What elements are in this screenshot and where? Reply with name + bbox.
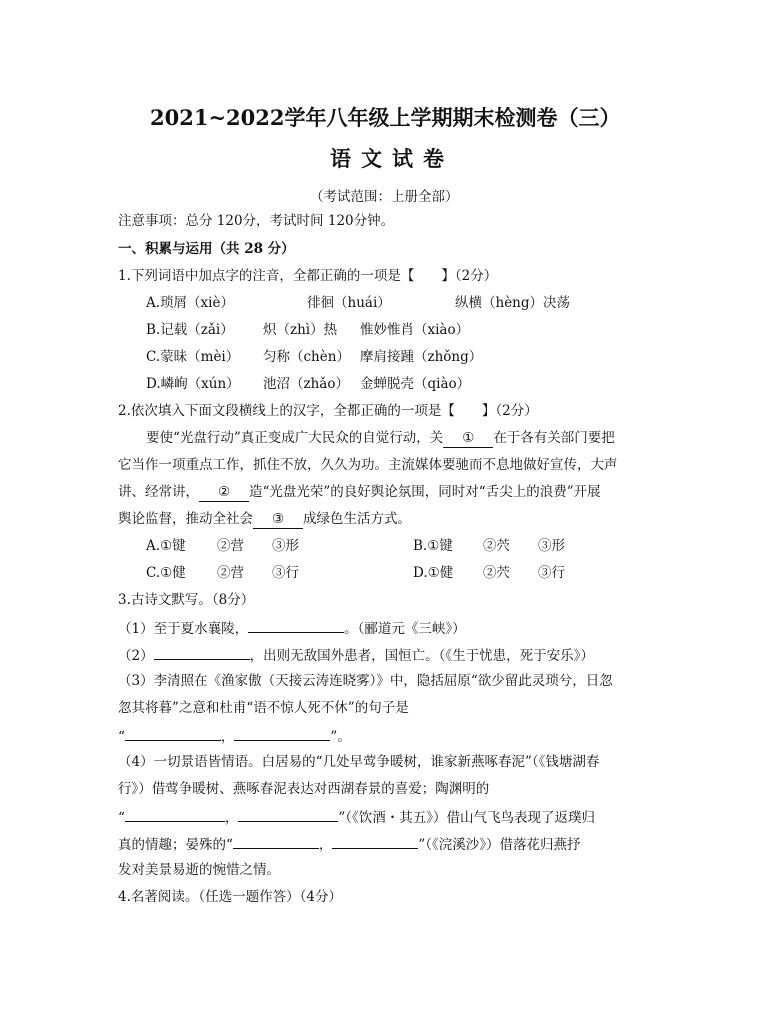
q3-item-4-line-4	[118, 834, 581, 854]
q1-stem: 1.下列词语中加点字的注音，全都正确的一项是【 】（2分）	[118, 268, 498, 284]
option-letter: C.	[146, 565, 161, 581]
q2-option-b-2: ②茓	[483, 538, 510, 554]
q3-item-4-line-3	[118, 807, 595, 827]
q2-option-c	[146, 564, 186, 582]
q1-option-b: B.记载（zǎi）	[146, 322, 234, 338]
passage-text: 在于各有关部门要把	[493, 430, 615, 446]
item-text: （1）至于夏水襄陵，	[118, 621, 249, 637]
q1-option-c: C.蒙昧（mèi）	[146, 349, 240, 365]
q3-item-3-line-1: （3）李清照在《渔家傲（天接云涛连晓雾）》中，隐括屈原“欲少留此灵琐兮，日忽	[118, 673, 613, 689]
q2-option-a	[146, 537, 186, 555]
item-text: ”（《饮酒・其五》）借山气飞鸟表现了返璞归	[338, 810, 596, 826]
blank-2: ②	[199, 483, 249, 502]
q3-item-3-line-3	[118, 726, 351, 746]
answer-blank[interactable]	[125, 726, 221, 741]
option-text: A.琐屑（xiè）	[146, 295, 234, 311]
q3-stem: 3.古诗文默写。（8分）	[118, 592, 255, 608]
q1-option-a-2: 徘徊（huái）	[307, 295, 391, 311]
item-text: ”（《浣溪沙》）借落花归燕抒	[418, 837, 581, 853]
q2-option-c-2: ②营	[217, 565, 244, 581]
exam-scope: （考试范围：上册全部）	[310, 189, 459, 205]
passage-text: 造“光盘光荣”的良好舆论氛围，同时对“舌尖上的浪费”开展	[249, 484, 601, 500]
item-text: 真的情趣；晏殊的“	[118, 837, 233, 853]
q1-option-d-3: 金蝉脱壳（qiào）	[360, 376, 471, 392]
q2-passage-line-2: 它当作一项重点工作，抓住不放，久久为功。主流媒体要驰而不息地做好宣传，大声	[118, 457, 618, 473]
blank-1: ①	[443, 429, 493, 448]
answer-blank[interactable]	[248, 618, 344, 633]
q2-option-a-2: ②营	[217, 538, 244, 554]
q1-option-b-3: 惟妙惟肖（xiào）	[360, 322, 470, 338]
answer-blank[interactable]	[238, 807, 338, 822]
q1-option-d-2: 池沼（zhǎo）	[263, 376, 349, 392]
q1-option-a-3: 纵横（hèng）决荡	[455, 295, 571, 311]
quote-mark: ”。	[330, 729, 351, 745]
q2-option-d-2: ②茓	[483, 565, 510, 581]
section-heading: 一、积累与运用（共 28 分）	[118, 241, 295, 257]
option-letter: B.	[413, 538, 428, 554]
q1-option-b-2: 炽（zhì）热	[263, 322, 338, 338]
q2-option-d-3: ③行	[538, 565, 565, 581]
passage-text: 要使“光盘行动”真正变成广大民众的自觉行动，关	[146, 430, 444, 446]
q3-item-1	[118, 618, 466, 638]
item-text: ，出则无敌国外患者，国恒亡。（《生于忧患，死于安乐》）	[249, 648, 594, 664]
q2-passage-line-3	[118, 483, 601, 502]
answer-blank[interactable]	[154, 645, 250, 660]
quote-mark: “	[118, 810, 125, 826]
item-text: 。（郦道元《三峡》）	[344, 621, 466, 637]
q3-item-4-line-5: 发对美景易逝的惋惜之情。	[118, 862, 280, 878]
q4-stem: 4.名著阅读。（任选一题作答）（4分）	[118, 889, 342, 905]
passage-text: 成绿色生活方式。	[303, 511, 411, 527]
blank-3: ③	[253, 510, 303, 529]
comma: ，	[224, 810, 239, 826]
answer-blank[interactable]	[234, 726, 330, 741]
passage-text: 舆论监督，推动全社会	[118, 511, 253, 527]
q2-option-c-3: ③行	[272, 565, 299, 581]
option-letter: D.	[413, 565, 428, 581]
q1-option-c-3: 摩肩接踵（zhǒng）	[360, 349, 483, 365]
q2-option-a-3: ③形	[272, 538, 299, 554]
comma: ，	[318, 837, 333, 853]
q2-option-d	[413, 564, 453, 582]
q1-option-d: D.嶙峋（xún）	[146, 376, 240, 392]
exam-title: 2021~2022学年八年级上学期期末检测卷（三）	[150, 105, 621, 130]
q2-option-b-3: ③形	[538, 538, 565, 554]
q3-item-2	[118, 645, 594, 665]
answer-blank[interactable]	[125, 807, 225, 822]
q2-passage-line-1	[146, 429, 615, 448]
quote-mark: “	[118, 729, 125, 745]
passage-text: 讲、经常讲，	[118, 484, 199, 500]
exam-notice: 注意事项：总分 120分，考试时间 120分钟。	[118, 213, 395, 229]
q3-item-4-line-2: 行》）借莺争暖树、燕啄春泥表达对西湖春景的喜爱；陶渊明的	[118, 781, 490, 797]
q1-option-a	[146, 294, 234, 312]
option-item: ①键	[427, 538, 453, 554]
q2-passage-line-4	[118, 510, 411, 529]
answer-blank[interactable]	[332, 834, 418, 849]
answer-blank[interactable]	[233, 834, 319, 849]
q2-option-b	[413, 537, 453, 555]
q3-item-3-line-2: 忽其将暮”之意和杜甫“语不惊人死不休”的句子是	[118, 700, 409, 716]
option-item: ①键	[160, 538, 186, 554]
q1-option-c-2: 匀称（chèn）	[263, 349, 350, 365]
option-letter: A.	[146, 538, 161, 554]
option-item: ①健	[160, 565, 186, 581]
exam-subtitle: 语文试卷	[330, 146, 454, 171]
comma: ，	[220, 729, 235, 745]
option-item: ①健	[427, 565, 454, 581]
item-text: （2）	[118, 648, 154, 664]
q2-stem: 2.依次填入下面文段横线上的汉字，全都正确的一项是【 】（2分）	[118, 403, 538, 419]
q3-item-4-line-1: （4）一切景语皆情语。白居易的“几处早莺争暖树，谁家新燕啄春泥”（《钱塘湖春	[118, 754, 600, 770]
